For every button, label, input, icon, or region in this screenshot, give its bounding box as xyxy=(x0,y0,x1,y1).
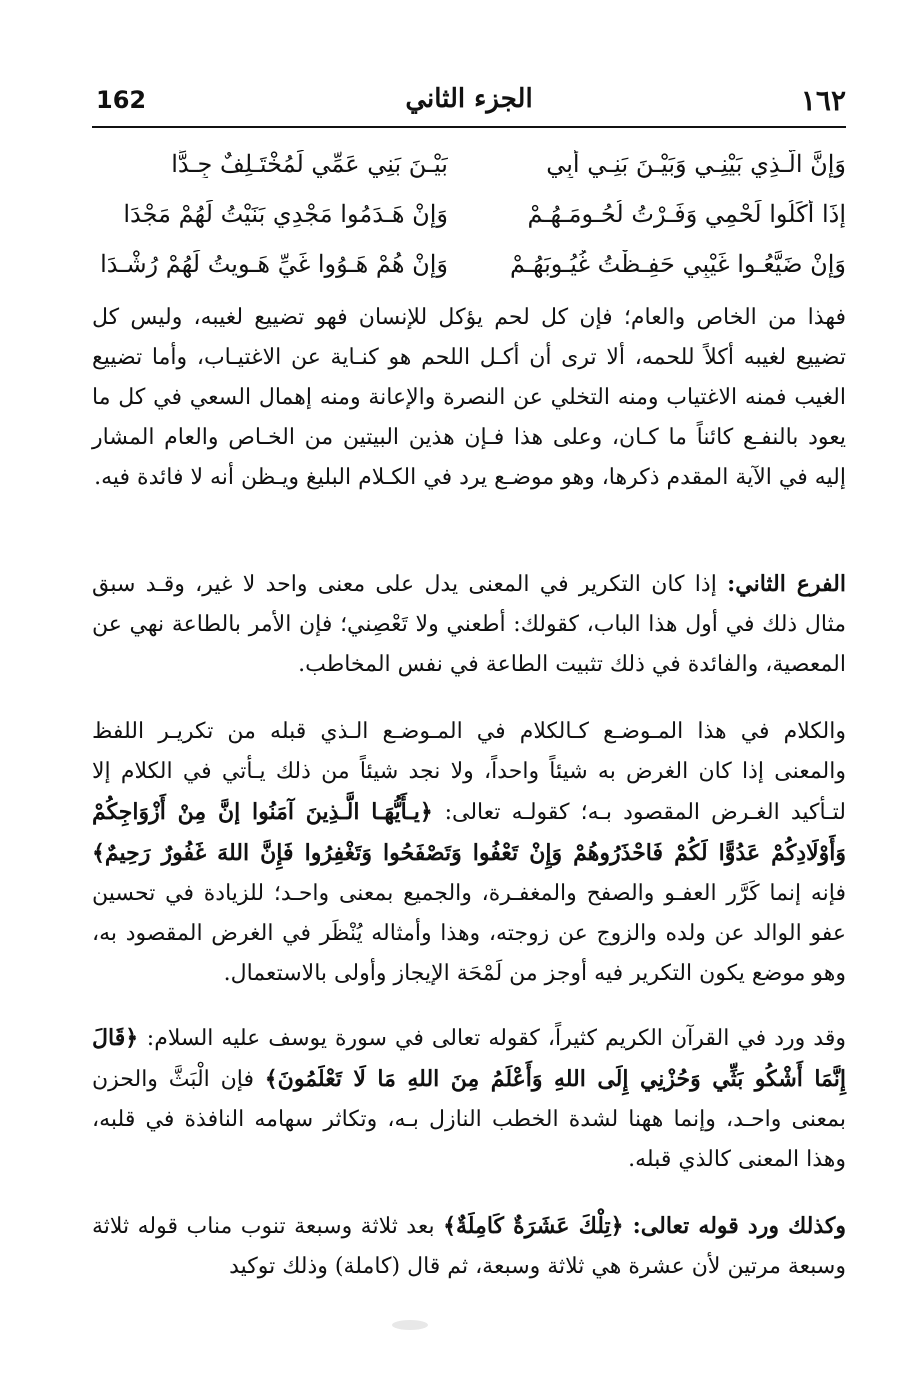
verse-second-hemistich: بَيْـنَ بَنِي عَمِّي لَمُخْتَـلِفٌ جِـدًّا xyxy=(171,150,448,178)
paragraph xyxy=(92,712,846,994)
paragraph-text: بعد ثلاثة وسبعة تنوب مناب قوله ثلاثة وسبعة مرتين لأن عشرة هي ثلاثة وسبعة، ثم قال (كاملة) وذلك توكيد xyxy=(92,1214,846,1279)
verse-second-hemistich: وَإِنْ هُمْ هَـوُوا غَيِّ هَـوِيتُ لَهُمْ رُشْـدَا xyxy=(100,250,448,278)
running-title: الجزء الثاني xyxy=(405,84,533,114)
paragraph xyxy=(92,298,846,498)
page-number-latin: 162 xyxy=(96,86,147,114)
paragraph-text: إذا كان التكرير في المعنى يدل على معنى واحد لا غير، وقـد سبق مثال ذلك في أول هذا الباب، كقولك: أطعني ولا تَعْصِني؛ فإن الأمر بالطاعة نهي عن المعصية، والفائدة في ذلك تثبيت الطاعة في نفس المخاطب. xyxy=(92,572,846,677)
page-header xyxy=(92,82,846,128)
quran-quote: ﴿قَالَ إِنَّمَا أَشْكُو بَثِّي وَحُزْنِي إِلَى اللهِ وَأَعْلَمُ مِنَ اللهِ مَا لَا تَعْلَمُونَ﴾ xyxy=(92,1025,846,1092)
paragraph-text-cont: فإنه إنما كَرَّر العفـو والصفح والمغفـرة، والجميع بمعنى واحـد؛ للزيادة في تحسين عفو الوالد عن ولده والزوج عن زوجته، وهذا وأمثاله يُنْظَر في الغرض المقصود به، وهو موضع يكون التكرير فيه أوجز من لَمْحَة الإيجاز وأولى بالاستعمال. xyxy=(92,881,846,986)
paragraph-text: وقد ورد في القرآن الكريم كثيراً، كقوله تعالى في سورة يوسف عليه السلام: xyxy=(146,1026,846,1051)
verse-first-hemistich: وَإِنْ ضَيَّعُـوا غَيْبِي حَفِـظْتُ غُيُـوبَهُـمْ xyxy=(510,250,846,278)
paragraph-text: والكلام في هذا المـوضـع كـالكلام في المـوضـع الـذي قبله من تكريـر اللفظ والمعنى إذا كان الغرض به شيئاً واحداً، ولا نجد شيئاً من ذلك يـأتي في الكلام إلا لتـأكيد الغـرض المقصود بـه؛ كقولـه تعالى: xyxy=(92,719,846,825)
paragraph-text-cont: فإن الْبَثَّ والحزن بمعنى واحـد، وإنما ههنا لشدة الخطب النازل بـه، وتكاثر سهامه النافذة في قلبه، وهذا المعنى كالذي قبله. xyxy=(92,1067,846,1172)
poem-verse xyxy=(92,246,846,296)
poem-verse xyxy=(92,196,846,246)
paragraph xyxy=(92,564,846,685)
quran-quote: ﴿تِلْكَ عَشَرَةٌ كَامِلَةٌ﴾ xyxy=(443,1213,633,1239)
verse-second-hemistich: وَإِنْ هَـدَمُوا مَجْدِي بَنَيْتُ لَهُمْ مَجْدَا xyxy=(123,200,448,228)
quran-quote: ﴿يـأَيُّهَـا الَّـذِينَ آمَنُوا إنَّ مِنْ أَزْوَاجِكُمْ وَأَوْلَادِكُمْ عَدُوًّا لَكُمْ فَاحْذَرُوهُمْ وَإِنْ تَعْفُوا وَتَصْفَحُوا وَتَغْفِرُوا فَإِنَّ اللهَ غَفُورٌ رَحِيمٌ﴾ xyxy=(92,799,846,866)
paragraph xyxy=(92,1018,846,1180)
paragraph xyxy=(92,1206,846,1287)
paragraph-lead: وكذلك ورد قوله تعالى: xyxy=(632,1213,846,1239)
paragraph-text: فهذا من الخاص والعام؛ فإن كل لحم يؤكل للإنسان فهو تضييع لغيبه، وليس كل تضييع لغيبه أكلاً للحمه، ألا ترى أن أكـل اللحم هو كنـاية عن الاغتيـاب، وأما تضييع الغيب فمنه الاغتياب ومنه التخلي عن النصرة والإعانة ومنه إهمال السعي في كل ما يعود بالنفـع كائناً ما كـان، وعلى هذا فـإن هذين البيتين من الخـاص والعام المشار إليه في الآية المقدم ذكرها، وهو موضـع يرد في الكـلام البليغ ويـظن أنه لا فائدة فيه. xyxy=(92,305,846,490)
section-heading: الفرع الثاني: xyxy=(727,571,847,597)
scan-smudge xyxy=(392,1320,428,1330)
verse-first-hemistich: إِذَا أَكَلُوا لَحْمِي وَفَـرْتُ لُحُـومَـهُـمْ xyxy=(527,200,846,228)
page-number-arabic: ١٦٢ xyxy=(800,84,846,117)
verse-first-hemistich: وَإنَّ الَّـذِي بَيْنِـي وَبَيْـنَ بَنِـي أَبِي xyxy=(546,150,846,178)
poem-verse xyxy=(92,146,846,196)
